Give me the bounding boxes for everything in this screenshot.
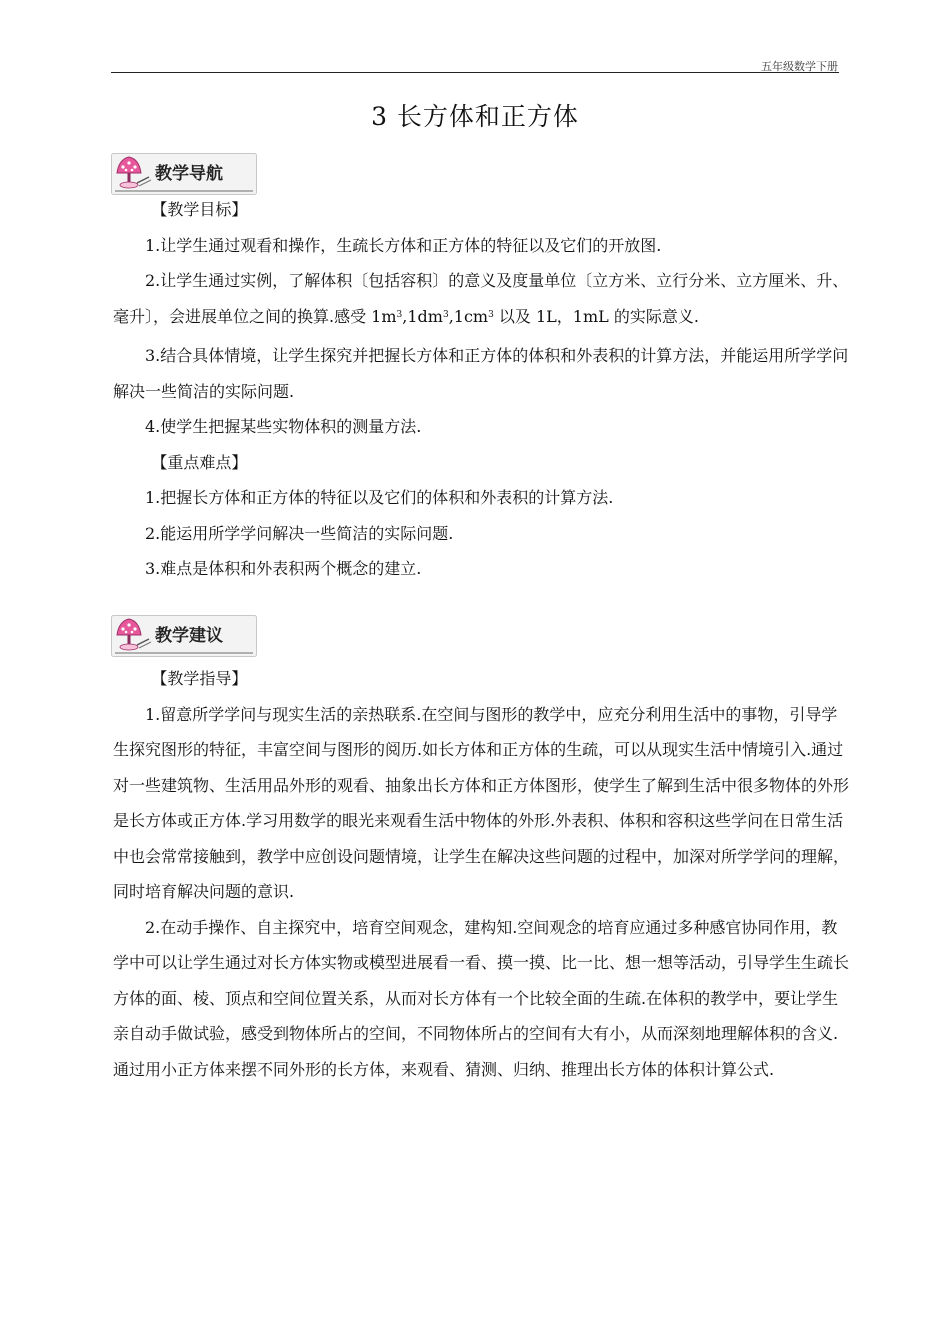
goal-item-2-text-b: ,1dm (402, 306, 443, 326)
goal-item-2-text-d: 以及 1L，1mL 的实际意义. (493, 306, 699, 326)
header-divider (111, 72, 839, 73)
goal-item-1: 1.让学生通过观看和操作，生疏长方体和正方体的特征以及它们的开放图. (145, 235, 662, 255)
teaching-guidance-section (113, 661, 853, 1087)
goal-item-2-text-c: ,1cm (448, 306, 489, 326)
goal-item-2-sup-2: 3 (442, 309, 449, 320)
grade-label: 五年级数学下册 (761, 60, 838, 73)
keypoint-item-3: 3.难点是体积和外表积两个概念的建立. (145, 559, 422, 578)
teaching-goals-label: 【教学目标】 (151, 200, 248, 219)
keypoint-item-2: 2.能运用所学学问解决一些简洁的实际问题. (145, 523, 454, 543)
teaching-guide-banner (111, 153, 257, 195)
goal-item-2 (113, 263, 853, 338)
guidance-paragraph-2: 2.在动手操作、自主探究中，培育空间观念，建构知.空间观念的培育应通过多种感官协同作用，教学中可以让学生通过对长方体实物或模型进展看一看、摸一摸、比一比、想一想等活动，引导学生生疏长方体的面、棱、顶点和空间位置关系，从而对长方体有一个比较全面的生疏.在体积的教学中，要让学生亲自动手做试验，感受到物体所占的空间，不同物体所占的空间有大有小，从而深刻地理解体积的含义.通过用小正方体来摆不同外形的长方体，来观看、猜测、归纳、推理出长方体的体积计算公式. (113, 917, 850, 1079)
teaching-advice-banner (111, 615, 257, 657)
teaching-advice-banner-text: 教学建议 (155, 626, 223, 646)
teaching-guide-banner-graphic (111, 153, 257, 195)
goal-item-2-sup-1: 3 (396, 309, 403, 320)
teaching-guide-banner-text: 教学导航 (155, 164, 223, 184)
goal-item-2-sup-3: 3 (488, 309, 494, 320)
goal-item-2-text-a: 2.让学生通过实例，了解体积〔包括容积〕的意义及度量单位〔立方米、立行分米、立方厘米、升、毫升〕，会进展单位之间的换算.感受 1m (113, 271, 849, 326)
goal-item-3: 3.结合具体情境，让学生探究并把握长方体和正方体的体积和外表积的计算方法，并能运用所学学问解决一些简洁的实际问题. (113, 346, 849, 401)
keypoints-label: 【重点难点】 (151, 452, 248, 472)
keypoint-item-1: 1.把握长方体和正方体的特征以及它们的体积和外表积的计算方法. (145, 488, 614, 507)
goal-item-4: 4.使学生把握某些实物体积的测量方法. (145, 417, 422, 436)
teaching-advice-banner-graphic (111, 615, 257, 657)
page-title: 3 长方体和正方体 (371, 102, 579, 131)
guidance-paragraph-1: 1.留意所学学问与现实生活的亲热联系.在空间与图形的教学中，应充分利用生活中的事物，引导学生探究图形的特征，丰富空间与图形的阅历.如长方体和正方体的生疏，可以从现实生活中情境引入.通过对一些建筑物、生活用品外形的观看、抽象出长方体和正方体图形，使学生了解到生活中很多物体的外形是长方体或正方体.学习用数学的眼光来观看生活中物体的外形.外表积、体积和容积这些学问在日常生活中也会常常接触到，教学中应创设问题情境，让学生在解决这些问题的过程中，加深对所学学问的理解，同时培育解决问题的意识. (113, 704, 850, 901)
teaching-goals-section (113, 192, 853, 587)
teaching-guidance-label: 【教学指导】 (151, 669, 248, 688)
